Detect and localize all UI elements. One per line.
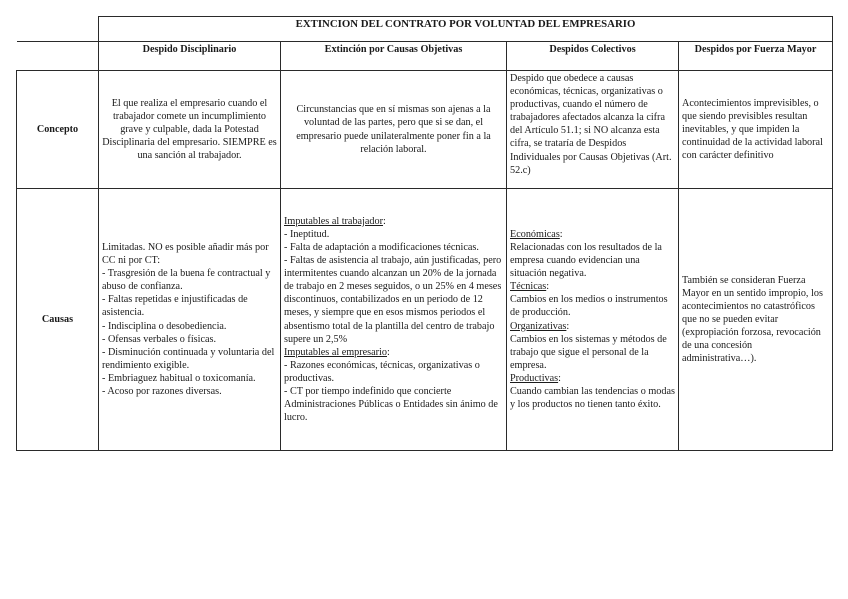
heading-tecnicas: Técnicas: [510,281,550,293]
list-item: - Embriaguez habitual o toxicomanía. [102,372,256,384]
concepto-fuerza-mayor: Acontecimientos imprevisibles, o que siendo previsibles resultan inevitables, y que impiden la continuidad de la actividad laboral con carácter definitivo [679,71,833,189]
row-concepto [17,71,833,189]
header-fuerza-mayor: Despidos por Fuerza Mayor [679,42,833,71]
table-title: EXTINCION DEL CONTRATO POR VOLUNTAD DEL EMPRESARIO [99,17,833,42]
concepto-objetivas: Circunstancias que en sí mismas son ajenas a la voluntad de las partes, pero que si se dan, el empresario puede unilateralmente poner fin a la relación laboral. [281,71,507,189]
extincion-table [16,16,833,451]
heading-productivas: Productivas: [510,372,561,384]
concepto-colectivos: Despido que obedece a causas económicas, técnicas, organizativas o productivas, cuando el número de trabajadores afectados alcanza la cifra del Artículo 51.1; si NO alcanza esta cifra, se trataría de Despidos Individuales por Causas Objetivas (Art. 52.c) [507,71,679,189]
list-item: - Trasgresión de la buena fe contractual y abuso de confianza. [102,268,271,293]
heading-imputables-trabajador: Imputables al trabajador: [284,215,386,227]
list-item: - CT por tiempo indefinido que concierte Administraciones Públicas o Entidades sin ánimo de lucro. [284,385,498,424]
causas-disciplinario-intro: Limitadas. NO es posible añadir más por CC ni por CT: [102,241,269,267]
header-despidos-colectivos: Despidos Colectivos [507,42,679,71]
text-tecnicas: Cambios en los medios o instrumentos de producción. [510,294,668,319]
row-causas [17,189,833,451]
causas-fuerza-mayor: También se consideran Fuerza Mayor en un sentido impropio, los acontecimientos no catastróficos que no se pueden evitar (expropiación forzosa, revocación de una concesión administrativa…). [679,189,833,451]
list-item: - Falta de adaptación a modificaciones técnicas. [284,241,479,253]
concepto-disciplinario: El que realiza el empresario cuando el trabajador comete un incumplimiento grave y culpable, dada la Potestad Disciplinaria del empresario. SIEMPRE es una sanción al trabajador. [99,71,281,189]
header-despido-disciplinario: Despido Disciplinario [99,42,281,71]
causas-disciplinario [99,189,281,451]
heading-imputables-empresario: Imputables al empresario: [284,346,390,358]
list-item: - Disminución continuada y voluntaria del rendimiento exigible. [102,346,275,371]
heading-economicas: Económicas: [510,228,563,240]
corner-blank [17,17,99,42]
text-productivas: Cuando cambian las tendencias o modas y los productos no tienen tanto éxito. [510,385,675,411]
header-causas-objetivas: Extinción por Causas Objetivas [281,42,507,71]
list-item: - Indisciplina o desobediencia. [102,320,227,332]
text-organizativas: Cambios en los sistemas y métodos de trabajo que sigue el personal de la empresa. [510,333,667,371]
causas-objetivas [281,189,507,451]
text-economicas: Relacionadas con los resultados de la empresa cuando evidencian una situación negativa. [510,241,662,280]
list-item: - Ineptitud. [284,228,330,240]
list-item: - Faltas de asistencia al trabajo, aún justificadas, pero intermitentes cuando alcanzan un 20% de la jornada de trabajo en 2 meses seguidos, o un 25% en 4 meses discontinuos, contabilizados en un periodo de 12 meses, y siempre que en esos mismos periodos el absentismo total de la plantilla del centro de trabajo supere un 2,5% [284,255,502,345]
list-item: - Acoso por razones diversas. [102,385,222,397]
heading-organizativas: Organizativas: [510,320,570,332]
list-item: - Ofensas verbales o físicas. [102,333,217,345]
causas-colectivos [507,189,679,451]
row-label-concepto: Concepto [17,71,99,189]
list-item: - Razones económicas, técnicas, organizativas o productivas. [284,359,480,384]
corner-blank-2 [17,42,99,71]
row-label-causas: Causas [17,189,99,451]
list-item: - Faltas repetidas e injustificadas de asistencia. [102,294,248,319]
